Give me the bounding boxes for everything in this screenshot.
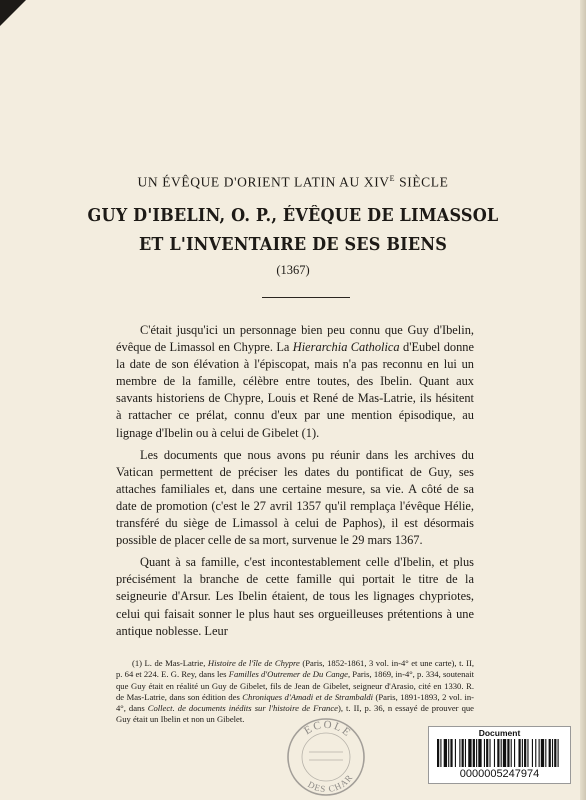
library-stamp <box>283 712 369 798</box>
title-line-2: ET L'INVENTAIRE DE SES BIENS <box>138 235 448 255</box>
barcode-bar <box>549 739 551 767</box>
barcode-bar <box>462 739 464 767</box>
barcode-bar <box>503 739 506 767</box>
barcode-bar <box>459 739 460 767</box>
folded-corner <box>0 0 26 26</box>
title-rule <box>262 297 350 298</box>
barcode-bar <box>489 739 490 767</box>
barcode <box>437 739 562 767</box>
barcode-bar <box>486 739 488 767</box>
barcode-bar <box>524 739 526 767</box>
barcode-bar <box>545 739 546 767</box>
barcode-bar <box>478 739 481 767</box>
body-text <box>116 322 474 645</box>
paragraph-3: Quant à sa famille, c'est incontestablement celle d'Ibelin, et plus précisément la branche de cette famille qui portait le titre de la seigneurie d'Arsur. Les Ibelin étaient, de tous les lignages chypriotes, celui qui faisait sonner le plus haut ses orgueilleuses prétentions à une antique noblesse. Leur <box>116 555 474 638</box>
barcode-bar <box>465 739 466 767</box>
page-edge <box>580 0 586 800</box>
barcode-bar <box>558 739 559 767</box>
barcode-bar <box>552 739 553 767</box>
barcode-bar <box>501 739 502 767</box>
barcode-bar <box>507 739 509 767</box>
barcode-bar <box>494 739 495 767</box>
barcode-bar <box>514 739 515 767</box>
barcode-bar <box>497 739 499 767</box>
barcode-bar <box>450 739 452 767</box>
title-date: (1367) <box>276 263 310 277</box>
barcode-caption: Document <box>478 728 521 738</box>
stamp-bottom-text: DES CHAR <box>306 772 355 795</box>
barcode-label <box>428 726 571 784</box>
barcode-bar <box>440 739 441 767</box>
barcode-bar <box>484 739 485 767</box>
barcode-bar <box>476 739 477 767</box>
barcode-bar <box>437 739 439 767</box>
barcode-bar <box>518 739 520 767</box>
paragraph-2: Les documents que nous avons pu réunir dans les archives du Vatican permettent de préciser les dates du pontificat de Guy, ses attaches familiales et, dans une certaine mesure, sa vie. A côté de sa date de promotion (c'est le 27 avril 1357 qu'il remplaça l'évêque Hélie, transféré du siège de Limassol à celui de Paphos), il est désormais possible de placer celle de sa mort, survenue le 29 mars 1367. <box>116 447 474 548</box>
barcode-bar <box>539 739 540 767</box>
barcode-bar <box>455 739 456 767</box>
barcode-bar <box>541 739 544 767</box>
article-kicker: UN ÉVÊQUE D'ORIENT LATIN AU $XIV^E$ SIÈCLE <box>137 174 449 190</box>
barcode-bar <box>532 739 533 767</box>
title-line-1: GUY D'IBELIN, O. P., ÉVÊQUE DE LIMASSOL <box>87 206 499 226</box>
barcode-bar <box>444 739 447 767</box>
barcode-bar <box>448 739 449 767</box>
barcode-bar <box>522 739 523 767</box>
barcode-number: 0000005247974 <box>459 768 540 780</box>
footnote-1: (1) L. de Mas-Latrie, Histoire de l'île de Chypre (Paris, 1852-1861, 3 vol. in-4° et une carte), t. II, p. 64 et 224. E. G. Rey, dans les Familles d'Outremer de Du Cange, Paris, 1869, in-4°, p. 334, soutenait que Guy était en réalité un Guy de Gibelet, fils de Jean de Gibelet, seigneur d'Arasio, cité en 1330. R. de Mas-Latrie, dans son édition des Chroniques d'Amadi et de Strambaldi (Paris, 1891-1893, 2 vol. in-4°, dans Collect. de documents inédits sur l'histoire de France), t. II, p. 36, n essayé de prouver que Guy était un Ibelin et non un Gibelet. <box>116 658 475 725</box>
barcode-bar <box>527 739 528 767</box>
barcode-bar <box>535 739 536 767</box>
barcode-bar <box>468 739 471 767</box>
barcode-bar <box>511 739 512 767</box>
stamp-top-text: ECOLE <box>302 718 354 740</box>
barcode-bar <box>554 739 556 767</box>
paragraph-1: C'était jusqu'ici un personnage bien peu connu que Guy d'Ibelin, évêque de Limassol en Chypre. La Hierarchia Catholica d'Eubel donne la date de son élévation à l'épiscopat, mais n'a pas reconnu en lui un membre de la famille, célèbre entre toutes, des Ibelin. Quant aux savants historiens de Chypre, Louis et René de Mas-Latrie, ils hésitent à rattacher ce prélat, connu d'eux par une mention épisodique, au lignage d'Ibelin ou à celui de Gibelet (1). <box>116 323 474 440</box>
barcode-bar <box>473 739 475 767</box>
